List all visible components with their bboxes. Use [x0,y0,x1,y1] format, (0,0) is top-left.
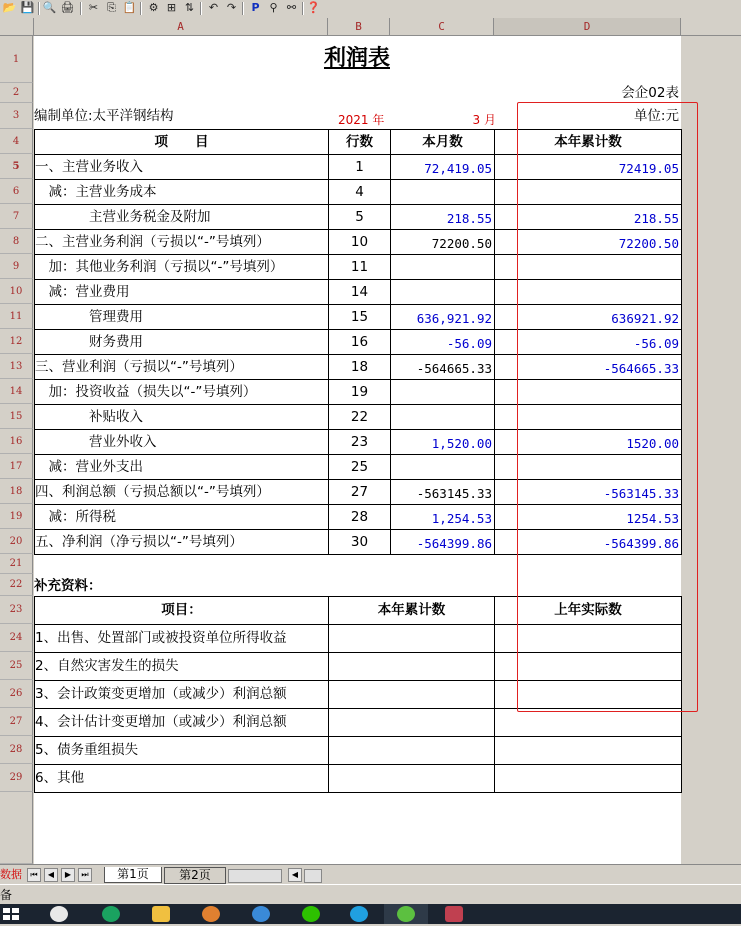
table-cell-month[interactable]: -564665.33 [390,354,495,380]
status-ready-text: 备 [0,888,13,902]
format-icon[interactable]: ⚙ [148,1,159,14]
supplement-ytd-cell[interactable] [328,624,495,653]
row-header[interactable]: 27 [0,708,33,736]
table-cell-month[interactable]: -563145.33 [390,479,495,505]
supplement-ytd-cell[interactable] [328,708,495,737]
status-red-label: 数据 [0,868,22,881]
windows-start-icon[interactable] [2,906,20,922]
row-header[interactable]: 25 [0,652,33,680]
table-cell-month[interactable]: 72200.50 [390,229,495,255]
table-cell-item[interactable]: 减：营业费用 [34,279,329,305]
unit-label: 单位:元 [633,108,679,124]
toolbar-separator [200,2,202,15]
app-icon-2[interactable] [252,906,270,922]
table-cell-month[interactable]: 218.55 [390,204,495,230]
column-header-c[interactable]: C [390,18,494,36]
table-cell-item[interactable]: 减：营业外支出 [34,454,329,480]
supplement-header-ytd: 本年累计数 [328,596,495,625]
first-sheet-icon[interactable]: ⏮ [27,868,41,882]
column-header-d[interactable]: D [494,18,681,36]
data-link-icon[interactable]: ⚯ [286,1,297,14]
column-header-a[interactable]: A [34,18,328,36]
row-header[interactable]: 3 [0,103,33,129]
row-header[interactable]: 26 [0,680,33,708]
supplement-item[interactable]: 3、会计政策变更增加（或减少）利润总额 [34,680,329,709]
table-cell-line[interactable]: 25 [328,454,391,480]
row-header[interactable]: 13 [0,354,33,379]
table-cell-line[interactable]: 14 [328,279,391,305]
row-header[interactable]: 19 [0,504,33,529]
edge-browser-icon[interactable] [102,906,120,922]
supplement-item[interactable]: 2、自然灾害发生的损失 [34,652,329,681]
table-cell-ytd[interactable]: 1520.00 [494,429,682,455]
sheet-tab-1[interactable]: 第1页 [104,867,162,883]
table-cell-month[interactable] [390,179,495,205]
paste-icon[interactable]: 📋 [122,1,137,14]
supplement-prev-cell[interactable] [494,736,682,765]
table-cell-line[interactable]: 22 [328,404,391,430]
table-cell-line[interactable]: 5 [328,204,391,230]
select-all-corner[interactable] [0,18,34,36]
scroll-left-icon[interactable]: ◀ [288,868,302,882]
next-sheet-icon[interactable]: ▶ [61,868,75,882]
report-title: 利润表 [323,45,390,71]
table-cell-line[interactable]: 16 [328,329,391,355]
table-cell-line[interactable]: 19 [328,379,391,405]
print-icon[interactable]: 🖨 [60,1,75,14]
table-cell-item[interactable]: 四、利润总额（亏损总额以“-”号填列） [34,479,329,505]
table-cell-line[interactable]: 18 [328,354,391,380]
status-bar [0,884,741,905]
supplement-header-item: 项目： [34,596,329,625]
horizontal-scrollbar[interactable] [304,869,322,883]
row-header[interactable]: 24 [0,624,33,652]
save-icon[interactable]: 💾 [20,1,35,14]
table-cell-line[interactable]: 4 [328,179,391,205]
table-cell-month[interactable] [390,379,495,405]
table-cell-item[interactable]: 一、主营业务收入 [34,154,329,180]
supplement-item[interactable]: 6、其他 [34,764,329,793]
tab-scroll-area[interactable] [228,869,282,883]
row-header[interactable]: 15 [0,404,33,429]
table-cell-ytd[interactable]: -564665.33 [494,354,682,380]
row-header[interactable]: 8 [0,229,33,254]
row-header[interactable]: 20 [0,529,33,554]
file-explorer-icon[interactable] [152,906,170,922]
table-cell-item[interactable]: 财务费用 [34,329,329,355]
row-header[interactable]: 12 [0,329,33,354]
supplement-ytd-cell[interactable] [328,652,495,681]
table-cell-month[interactable]: 1,520.00 [390,429,495,455]
table-cell-month[interactable]: 636,921.92 [390,304,495,330]
row-header[interactable]: 5 [0,154,33,179]
table-cell-ytd[interactable]: -56.09 [494,329,682,355]
toolbar-separator [80,2,82,15]
supplement-item[interactable]: 1、出售、处置部门或被投资单位所得收益 [34,624,329,653]
active-app-button[interactable] [384,904,428,924]
table-cell-month[interactable]: -564399.86 [390,529,495,555]
table-cell-line[interactable]: 15 [328,304,391,330]
data-icon[interactable]: ⊞ [166,1,177,14]
table-cell-ytd[interactable]: 636921.92 [494,304,682,330]
windows-taskbar [0,904,741,924]
help-icon[interactable]: ❓ [306,1,321,14]
header-item: 项 目 [34,129,329,155]
table-cell-item[interactable]: 加：投资收益（损失以“-”号填列） [34,379,329,405]
toolbar-separator [242,2,244,15]
qq-icon[interactable] [350,906,368,922]
row-header[interactable]: 22 [0,574,33,596]
table-cell-ytd[interactable]: 1254.53 [494,504,682,530]
toolbar-separator [140,2,142,15]
table-cell-item[interactable]: 补贴收入 [34,404,329,430]
table-cell-month[interactable]: 72,419.05 [390,154,495,180]
table-cell-ytd[interactable]: 72200.50 [494,229,682,255]
weather-icon[interactable] [50,906,68,922]
row-header[interactable]: 10 [0,279,33,304]
row-header[interactable]: 6 [0,179,33,204]
form-code: 会企02表 [621,85,679,101]
header-line: 行数 [328,129,391,155]
table-cell-item[interactable]: 营业外收入 [34,429,329,455]
sheet-tab-bar [0,864,741,885]
table-cell-month[interactable] [390,254,495,280]
toolbar [0,0,741,19]
supplement-title: 补充资料： [34,578,102,594]
supplement-prev-cell[interactable] [494,764,682,793]
table-cell-ytd[interactable]: 72419.05 [494,154,682,180]
table-cell-item[interactable]: 减：所得税 [34,504,329,530]
table-cell-item[interactable]: 五、净利润（净亏损以“-”号填列） [34,529,329,555]
row-header[interactable]: 23 [0,596,33,624]
row-header[interactable]: 9 [0,254,33,279]
report-month: 3 月 [472,113,496,127]
row-header[interactable]: 14 [0,379,33,404]
table-cell-month[interactable] [390,454,495,480]
highlight-annotation [517,102,698,712]
row-header[interactable]: 29 [0,764,33,792]
table-cell-item[interactable]: 加：其他业务利润（亏损以“-”号填列） [34,254,329,280]
table-cell-month[interactable] [390,404,495,430]
table-cell-line[interactable]: 30 [328,529,391,555]
toolbar-separator [38,2,40,15]
row-header[interactable]: 21 [0,554,33,574]
table-cell-line[interactable]: 10 [328,229,391,255]
table-cell-item[interactable]: 主营业务税金及附加 [34,204,329,230]
open-icon[interactable]: 📂 [2,1,17,14]
table-cell-item[interactable]: 二、主营业务利润（亏损以“-”号填列） [34,229,329,255]
company-name: 编制单位:太平洋钢结构 [34,108,174,124]
active-app-icon[interactable] [445,906,463,922]
supplement-item[interactable]: 4、会计估计变更增加（或减少）利润总额 [34,708,329,737]
prev-sheet-icon[interactable]: ◀ [44,868,58,882]
row-header[interactable]: 17 [0,454,33,479]
table-cell-ytd[interactable]: -563145.33 [494,479,682,505]
table-cell-line[interactable]: 28 [328,504,391,530]
row-header-blank [0,792,33,864]
row-header[interactable]: 18 [0,479,33,504]
row-header[interactable]: 1 [0,36,33,83]
row-header[interactable]: 7 [0,204,33,229]
column-header-b[interactable]: B [328,18,390,36]
sheet-tab-2[interactable]: 第2页 [164,867,226,884]
row-header[interactable]: 2 [0,83,33,103]
table-cell-line[interactable]: 23 [328,429,391,455]
row-header[interactable]: 28 [0,736,33,764]
table-cell-line[interactable]: 1 [328,154,391,180]
table-cell-ytd[interactable]: -564399.86 [494,529,682,555]
cut-icon[interactable]: ✂ [88,1,99,14]
sort-icon[interactable]: ⇅ [184,1,195,14]
table-cell-line[interactable]: 11 [328,254,391,280]
copy-icon[interactable]: ⎘ [107,1,116,14]
table-cell-ytd[interactable]: 218.55 [494,204,682,230]
supplement-header-prev: 上年实际数 [494,596,682,625]
row-header[interactable]: 4 [0,129,33,154]
header-ytd: 本年累计数 [494,129,682,155]
supplement-ytd-cell[interactable] [328,764,495,793]
table-cell-item[interactable]: 管理费用 [34,304,329,330]
row-header[interactable]: 16 [0,429,33,454]
undo-icon[interactable]: ↶ [208,1,219,14]
wechat-icon[interactable] [302,906,320,922]
table-cell-month[interactable] [390,279,495,305]
toolbar-separator [302,2,304,15]
header-month: 本月数 [390,129,495,155]
report-year: 2021 年 [338,113,385,127]
table-cell-line[interactable]: 27 [328,479,391,505]
supplement-prev-cell[interactable] [494,708,682,737]
table-cell-month[interactable]: -56.09 [390,329,495,355]
print-preview-icon[interactable]: 🔍 [42,1,57,14]
page-setup-icon[interactable]: P [251,1,260,14]
supplement-ytd-cell[interactable] [328,736,495,765]
supplement-item[interactable]: 5、债务重组损失 [34,736,329,765]
app-icon[interactable] [202,906,220,922]
table-cell-item[interactable]: 三、营业利润（亏损以“-”号填列） [34,354,329,380]
table-cell-month[interactable]: 1,254.53 [390,504,495,530]
properties-icon[interactable]: ⚲ [269,1,278,14]
supplement-ytd-cell[interactable] [328,680,495,709]
column-header-blank [681,18,741,36]
row-header[interactable]: 11 [0,304,33,329]
last-sheet-icon[interactable]: ⏭ [78,868,92,882]
table-cell-item[interactable]: 减：主营业务成本 [34,179,329,205]
green-app-icon [397,906,415,922]
redo-icon[interactable]: ↷ [226,1,237,14]
